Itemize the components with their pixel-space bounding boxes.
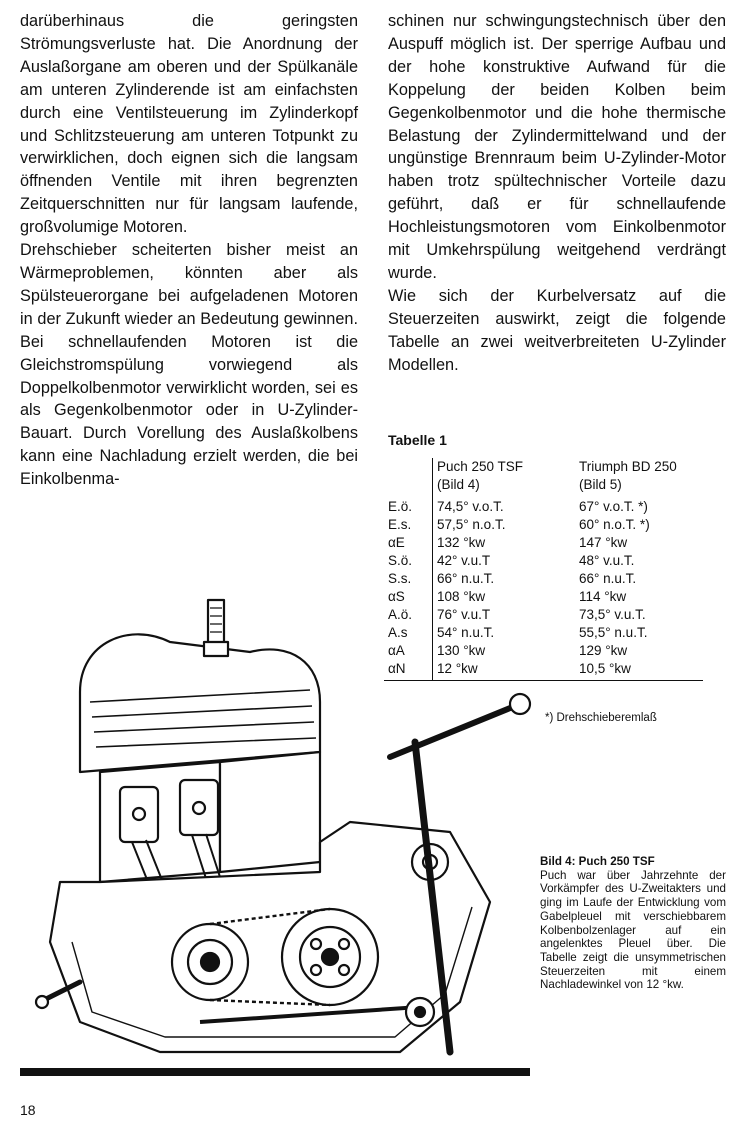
table-cell: 66° n.u.T. xyxy=(579,571,637,586)
figure-caption xyxy=(540,855,726,992)
table-cell: 54° n.u.T. xyxy=(437,625,495,640)
table-cell: 129 °kw xyxy=(579,643,628,658)
paragraph: schinen nur schwingungstechnisch über den Auspuff möglich ist. Der sperrige Aufbau und der hohe konstruktive Aufwand für die Koppelung der beiden Kolben beim Gegenkolbenmotor und die hohe thermische Belastung der Zylindermittelwand und der ungünstige Brennraum beim U-Zylinder-Motor haben trotz spültechnischer Vorteile dazu geführt, daß er für schnellaufende Hochleistungsmotoren vom Einkolbenmotor mit Umkehrspülung weitgehend verdrängt wurde. xyxy=(388,12,726,282)
paragraph: Drehschieber scheiterten bisher meist an Wärmeproblemen, könnten aber als Spülsteuerorgane bei aufgeladenen Motoren in der Zukunft wieder an Bedeutung gewinnen. Bei schnellaufenden Motoren ist die Gleichstromspülung vorwiegend als Doppelkolbenmotor verwirklicht worden, sei es als Gegenkolbenmotor oder in U-Zylinder-Bauart. Durch Vorellung des Auslaßkolbens kann eine Nachladung erzielt werden, die bei Einkolbenma- xyxy=(20,241,358,489)
table-cell: 147 °kw xyxy=(579,535,628,550)
row-label: αE xyxy=(384,534,433,552)
table-cell: 73,5° v.u.T. xyxy=(579,607,646,622)
table-cell: 60° n.o.T. *) xyxy=(579,517,650,532)
table-cell: 108 °kw xyxy=(437,589,486,604)
table-footnote: *) Drehschieberemlaß xyxy=(545,712,657,724)
table-row xyxy=(384,534,703,552)
table-cell: 57,5° n.o.T. xyxy=(437,517,506,532)
table-cell: 55,5° n.u.T. xyxy=(579,625,648,640)
table-cell: 42° v.u.T xyxy=(437,553,491,568)
page-number: 18 xyxy=(20,1102,36,1118)
table-cell: 12 °kw xyxy=(433,660,576,681)
row-label: A.ö. xyxy=(384,606,433,624)
caption-text: Puch war über Jahrzehnte der Vorkämpfer des U-Zweitakters und ging im Laufe der Entwicklung vom Gabelpleuel mit verschiebbarem Kolbenbolzenlager auf ein angelenktes Pleuel über. Die Tabelle zeigt die unsymmetrischen Steuerzeiten mit einem Nachladewinkel von 12 °kw. xyxy=(540,868,726,992)
caption-title: Bild 4: Puch 250 TSF xyxy=(540,855,655,868)
table-cell: 66° n.u.T. xyxy=(437,571,495,586)
table-cell: 132 °kw xyxy=(437,535,486,550)
header-cell xyxy=(384,458,433,476)
row-label: E.s. xyxy=(384,516,433,534)
table-cell: 10,5 °kw xyxy=(575,660,703,681)
table-header-row xyxy=(384,476,703,498)
row-label: A.s xyxy=(384,624,433,642)
row-label: αS xyxy=(384,588,433,606)
table-cell: 67° v.o.T. *) xyxy=(579,499,648,514)
table-row xyxy=(384,516,703,534)
row-label: αN xyxy=(384,660,433,681)
row-label: S.ö. xyxy=(384,552,433,570)
table-header-row xyxy=(384,458,703,476)
row-label: S.s. xyxy=(384,570,433,588)
header-cell: (Bild 5) xyxy=(579,477,622,492)
table-cell: 130 °kw xyxy=(437,643,486,658)
left-text-column xyxy=(20,10,358,491)
engine-illustration xyxy=(20,582,540,1082)
table-row xyxy=(384,498,703,516)
table-title: Tabelle 1 xyxy=(388,432,447,448)
horizontal-rule xyxy=(20,1068,530,1076)
paragraph: Wie sich der Kurbelversatz auf die Steuerzeiten auswirkt, zeigt die folgende Tabelle an zwei weitverbreiteten U-Zylinder Modellen. xyxy=(388,286,726,374)
table-cell: 48° v.u.T. xyxy=(579,553,635,568)
row-label: E.ö. xyxy=(384,498,433,516)
table-cell: 76° v.u.T xyxy=(437,607,491,622)
header-cell: Triumph BD 250 xyxy=(579,459,677,474)
header-cell xyxy=(384,476,433,498)
table-row xyxy=(384,552,703,570)
row-label: αA xyxy=(384,642,433,660)
table-cell: 114 °kw xyxy=(579,589,627,604)
header-cell: (Bild 4) xyxy=(437,477,480,492)
header-cell: Puch 250 TSF xyxy=(437,459,524,474)
paragraph: darüberhinaus die geringsten Strömungsverluste hat. Die Anordnung der Auslaßorgane am oberen und der Spülkanäle am unteren Zylinderende ist am einfachsten durch eine Ventilsteuerung im Zylinderkopf und Schlitzsteuerung am unteren Totpunkt zu verwirklichen, doch eignen sich die langsam öffnenden Ventile mit ihren begrenzten Zeitquerschnitten nur für langsam laufende, großvolumige Motoren. xyxy=(20,12,358,237)
table-cell: 74,5° v.o.T. xyxy=(437,499,504,514)
right-text-column xyxy=(388,10,726,377)
